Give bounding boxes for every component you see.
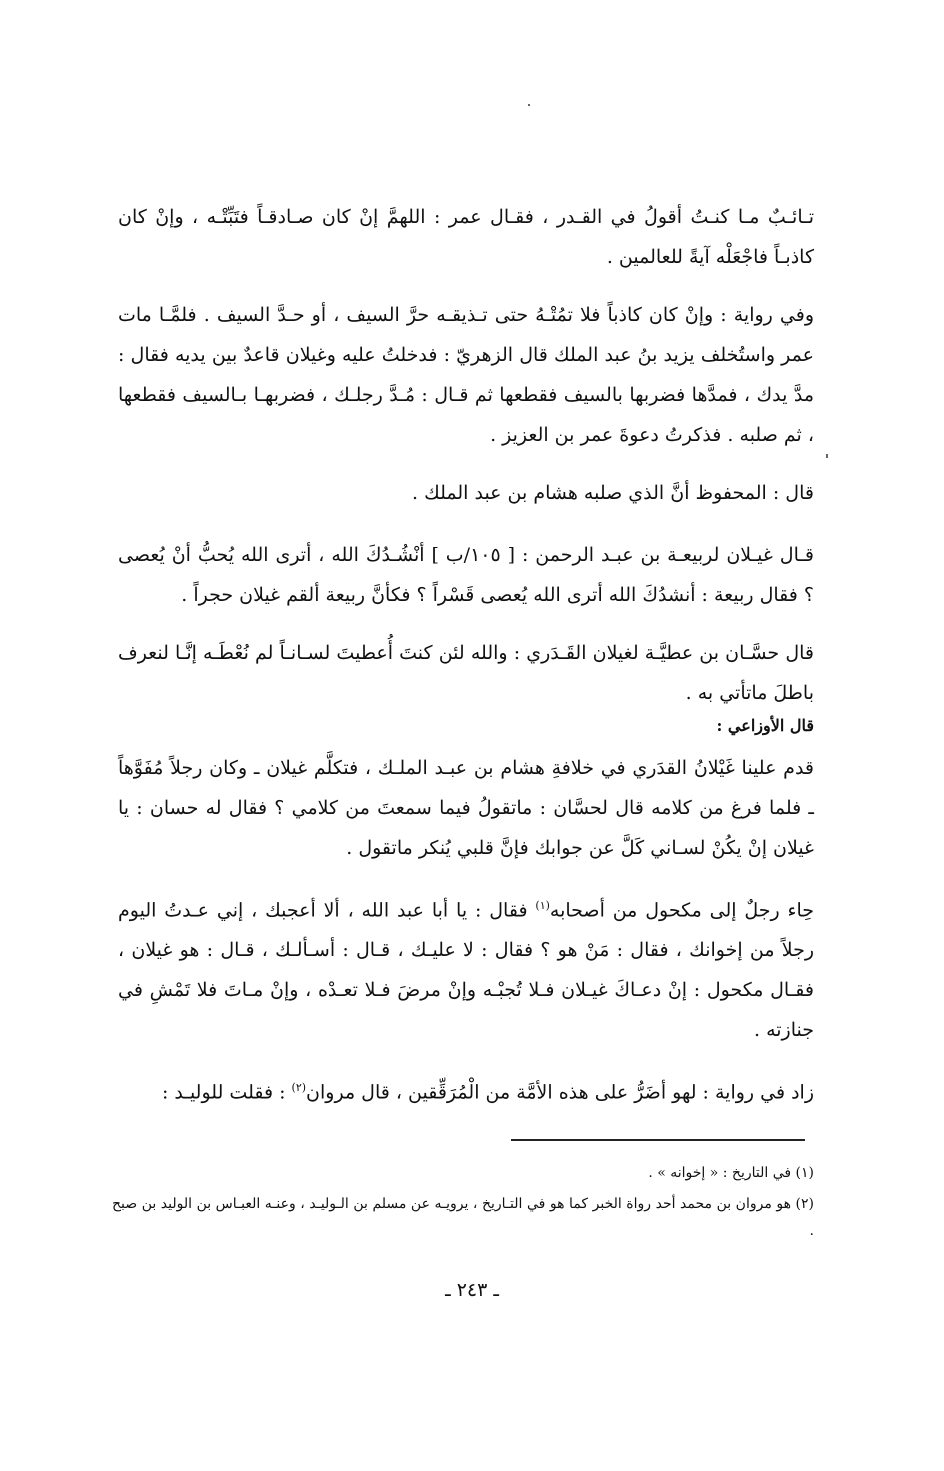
paragraph-1: تـائـبٌ مـا كنـتُ أقولُ في القـدر ، فقـال عمر : اللهمَّ إنْ كان صـادقـاً فتَبِّتْـه ، وإنْ كان كاذبـاً فاجْعَلْه آيةً للعالمين . (118, 206, 814, 268)
main-text-upper (118, 197, 814, 713)
paragraph-5: قال حسَّـان بن عطيَّـة لغيلان القَـدَري : والله لئن كنتَ أُعطيتَ لسـانـاً لم نُعْطَـه إنَّـا لنعرف باطلَ ماتأتي به . (118, 642, 814, 704)
paragraph-8 (118, 1068, 814, 1112)
print-speck (826, 454, 828, 458)
paragraph-7 (118, 886, 814, 1050)
paragraph-8-end: : فقلت للوليـد : (161, 1081, 292, 1104)
paragraph-6: قدم علينا غَيْلانُ القدَري في خلافةِ هشام بن عبـد الملـك ، فتكلَّم غيلان ـ وكان رجلاً مُفَوَّهاً ـ فلما فرغ من كلامه قال لحسَّان : ماتقولُ فيما سمعتَ من كلامي ؟ فقال له حسان : يا غيلان إنْ يكُنْ لسـاني كَلَّ عن جوابك فإنَّ قلبي يُنكر ماتقول . (118, 757, 814, 859)
footnote-2: (٢) هو مروان بن محمد أحد رواة الخبر كما هو في التـاريخ ، يرويـه عن مسلم بن الـوليـد ، وعنـه العبـاس بن الوليد بن صبح . (112, 1196, 814, 1239)
print-speck (528, 104, 530, 106)
footnote-marker-2: (٢) (291, 1081, 307, 1095)
paragraph-4: قـال غيـلان لربيعـة بن عبـد الرحمن : [ ١٠٥/ب ] أنْشُـدُكَ الله ، أترى الله يُحبُّ أنْ يُعصى ؟ فقال ربيعة : أنشدُكَ الله أترى الله يُعصى قَسْراً ؟ فكأنَّ ربيعة ألقم غيلان حجراً . (118, 544, 815, 606)
paragraph-8-start: زاد في رواية : لهو أضَرُّ على هذه الأمَّة من الْمُرَقِّقين ، قال مروان (306, 1081, 814, 1104)
paragraph-7-mid: فقال : يا أبا عبد الله ، ألا أعجبك ، إني عـدتُ (164, 899, 536, 922)
main-text-lower (118, 748, 814, 1113)
paragraph-2: وفي رواية : وإنْ كان كاذباً فلا تمُتْـهُ حتى تـذيقـه حرَّ السيف ، أو حـدَّ السيف . فلمَّـا مات عمر واستُخلف يزيد بنُ عبد الملك قال الزهريّ : فدخلتُ عليه وغيلان قاعدٌ بين يديه فقال : مدَّ يدك ، فمدَّها فضربها بالسيف فقطعها ثم قـال : مُـدَّ رجلـك ، فضربهـا بـالسيف فقطعها ، ثم صلبه . فذكرتُ دعوةَ عمر بن العزيز . (118, 304, 814, 446)
footnote-1: (١) في التاريخ : « إخوانه » . (648, 1165, 814, 1181)
paragraph-7-start: حِاء رجلٌ إلى مكحول من أصحابه (549, 899, 814, 922)
footnote-marker-1: (١) (535, 899, 550, 912)
section-heading-awzai: قال الأوزاعي : (716, 716, 814, 735)
paragraph-3: قال : المحفوظ أنَّ الذي صلبه هشام بن عبد الملك . (412, 482, 814, 504)
footnotes (112, 1160, 814, 1249)
footnote-divider (511, 1139, 805, 1141)
page-number: ـ ٢٤٣ ـ (445, 1279, 499, 1301)
paragraph-7-end: اليوم رجلاً من إخوانك ، فقال : مَنْ هو ؟ فقال : لا عليـك ، قـال : أسـألـك ، قـال : هو غيلان ، فقـال مكحول : إنْ دعـاكَ غيـلان فـلا تُجبْـه وإنْ مرضَ فـلا تعـدْه ، وإنْ مـاتَ فلا تَمْشِ في جنازته . (118, 899, 814, 1042)
